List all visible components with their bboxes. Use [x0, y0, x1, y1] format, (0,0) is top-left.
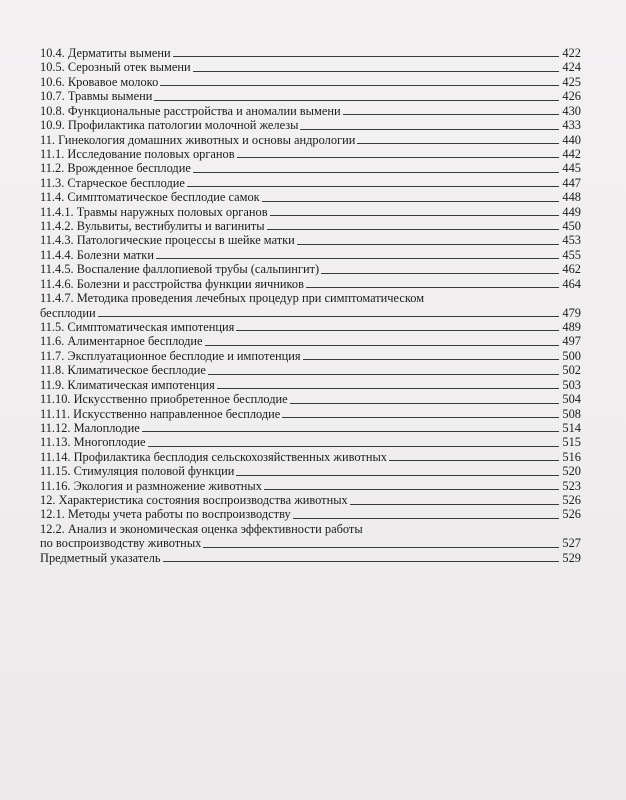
toc-entry-page: 450 — [562, 219, 581, 234]
toc-entry-page: 422 — [562, 45, 581, 60]
toc-entry-title: 10.5. Серозный отек вымени — [40, 60, 191, 75]
toc-leader-line — [262, 201, 560, 202]
toc-leader-line — [321, 273, 559, 274]
toc-entry-title: 11.2. Врожденное бесплодие — [40, 161, 191, 176]
toc-entry — [40, 161, 581, 175]
toc-entry-title: 10.6. Кровавое молоко — [40, 74, 159, 89]
toc-leader-line — [160, 85, 559, 86]
toc-entry-title: 10.7. Травмы вымени — [40, 89, 153, 104]
toc-entry — [40, 551, 581, 565]
toc-entry — [40, 104, 581, 118]
toc-entry-page: 497 — [562, 334, 581, 349]
toc-entry-title: 11.12. Малоплодие — [40, 420, 140, 435]
toc-entry — [40, 277, 581, 291]
toc-entry-title: 11.4.7. Методика проведения лечебных процедур при симптоматическом — [40, 291, 425, 306]
toc-entry-page: 516 — [562, 449, 581, 464]
toc-entry — [40, 89, 581, 103]
toc-entry-title: Предметный указатель — [40, 550, 161, 565]
toc-entry-title: 10.8. Функциональные расстройства и аномалии вымени — [40, 103, 341, 118]
toc-entry-title: 11.7. Эксплуатационное бесплодие и импотенция — [40, 348, 301, 363]
toc-entry-title: 11.4.4. Болезни матки — [40, 247, 154, 262]
toc-entry-title: 11.4.6. Болезни и расстройства функции яичников — [40, 276, 304, 291]
toc-leader-line — [270, 215, 560, 216]
toc-entry-title: 11.15. Стимуляция половой функции — [40, 464, 235, 479]
toc-entry-page: 433 — [562, 118, 581, 133]
toc-entry-page: 527 — [562, 536, 581, 551]
toc-leader-line — [267, 229, 560, 230]
toc-entry — [40, 407, 581, 421]
toc-entry — [40, 320, 581, 334]
toc-leader-line — [142, 431, 560, 432]
toc-leader-line — [357, 143, 559, 144]
toc-leader-line — [208, 374, 560, 375]
toc-leader-line — [173, 56, 560, 57]
toc-entry — [40, 378, 581, 392]
toc-leader-line — [203, 547, 559, 548]
toc-entry-page: 529 — [562, 550, 581, 565]
toc-leader-line — [343, 114, 560, 115]
toc-leader-line — [237, 157, 560, 158]
toc-leader-line — [300, 129, 559, 130]
toc-entry-title: 11.13. Многоплодие — [40, 435, 146, 450]
toc-leader-line — [148, 446, 560, 447]
toc-entry-title: 11.1. Исследование половых органов — [40, 146, 235, 161]
toc-leader-line — [98, 316, 560, 317]
toc-entry-page: 453 — [562, 233, 581, 248]
toc-leader-line — [154, 100, 559, 101]
toc-entry-title: 10.9. Профилактика патологии молочной железы — [40, 118, 299, 133]
toc-entry — [40, 334, 581, 348]
toc-entry-page: 520 — [562, 464, 581, 479]
toc-entry-page: 514 — [562, 420, 581, 435]
toc-entry — [40, 233, 581, 247]
toc-entry-page: 504 — [562, 392, 581, 407]
toc-entry-title: 11.4.1. Травмы наружных половых органов — [40, 204, 268, 219]
toc-entry-page: 515 — [562, 435, 581, 450]
toc-entry-title: 11.9. Климатическая импотенция — [40, 377, 215, 392]
toc-leader-line — [306, 287, 559, 288]
toc-entry — [40, 536, 581, 550]
toc-entry-title: 11.16. Экология и размножение животных — [40, 478, 262, 493]
toc-entry — [40, 464, 581, 478]
toc-entry — [40, 118, 581, 132]
toc-entry — [40, 450, 581, 464]
toc-entry-page: 449 — [562, 204, 581, 219]
toc-entry-title: 11.4.2. Вульвиты, вестибулиты и вагиниты — [40, 219, 265, 234]
toc-entry — [40, 435, 581, 449]
toc-entry — [40, 392, 581, 406]
toc-entry-title: 12. Характеристика состояния воспроизводства животных — [40, 493, 348, 508]
toc-leader-line — [236, 475, 559, 476]
toc-entry — [40, 75, 581, 89]
toc-leader-line — [163, 561, 560, 562]
toc-entry-title: 12.2. Анализ и экономическая оценка эффективности работы — [40, 521, 363, 536]
toc-entry-title: 11.4. Симптоматическое бесплодие самок — [40, 190, 260, 205]
toc-entry-title: 11.8. Климатическое бесплодие — [40, 363, 206, 378]
toc-entry — [40, 46, 581, 60]
toc-entry — [40, 479, 581, 493]
toc-entry-title: 11.4.5. Воспаление фаллопиевой трубы (сальпингит) — [40, 262, 320, 277]
toc-leader-line — [350, 504, 560, 505]
toc-leader-line — [236, 330, 559, 331]
toc-entry-page: 508 — [562, 406, 581, 421]
toc-entry-title: 11.10. Искусственно приобретенное бесплодие — [40, 392, 288, 407]
toc-leader-line — [389, 460, 559, 461]
toc-entry-page: 448 — [562, 190, 581, 205]
toc-leader-line — [217, 388, 560, 389]
toc-entry-title: 10.4. Дерматиты вымени — [40, 45, 171, 60]
toc-entry-title: 12.1. Методы учета работы по воспроизводству — [40, 507, 291, 522]
toc-entry-title: 11.14. Профилактика бесплодия сельскохозяйственных животных — [40, 449, 387, 464]
toc-entry-page: 440 — [562, 132, 581, 147]
toc-leader-line — [303, 359, 560, 360]
toc-entry — [40, 508, 581, 522]
toc-entry-title: 11. Гинекология домашних животных и основы андрологии — [40, 132, 356, 147]
toc-leader-line — [282, 417, 559, 418]
toc-entry — [40, 421, 581, 435]
toc-entry — [40, 291, 581, 305]
toc-entry — [40, 493, 581, 507]
toc-entry — [40, 60, 581, 74]
toc-entry-page: 464 — [562, 276, 581, 291]
toc-leader-line — [264, 489, 559, 490]
toc-entry-page: 430 — [562, 103, 581, 118]
toc-entry — [40, 133, 581, 147]
toc-entry-page: 447 — [562, 175, 581, 190]
toc-entry — [40, 205, 581, 219]
toc-entry-page: 462 — [562, 262, 581, 277]
toc-entry-page: 455 — [562, 247, 581, 262]
toc-entry — [40, 262, 581, 276]
toc-entry — [40, 147, 581, 161]
toc-leader-line — [290, 403, 560, 404]
toc-entry-title: 11.3. Старческое бесплодие — [40, 175, 185, 190]
toc-entry-page: 503 — [562, 377, 581, 392]
toc-entry-page: 425 — [562, 74, 581, 89]
toc-leader-line — [205, 345, 560, 346]
toc-entry-page: 526 — [562, 493, 581, 508]
toc-entry-page: 523 — [562, 478, 581, 493]
toc-entry-page: 489 — [562, 320, 581, 334]
toc-entry — [40, 363, 581, 377]
toc-entry — [40, 176, 581, 190]
table-of-contents — [40, 46, 581, 565]
toc-entry-page: 442 — [562, 146, 581, 161]
toc-entry — [40, 219, 581, 233]
toc-entry-title: 11.6. Алиментарное бесплодие — [40, 334, 203, 349]
toc-entry — [40, 522, 581, 536]
toc-entry — [40, 248, 581, 262]
toc-entry — [40, 349, 581, 363]
toc-leader-line — [293, 518, 560, 519]
toc-leader-line — [193, 172, 560, 173]
toc-entry-page: 526 — [562, 507, 581, 522]
toc-leader-line — [297, 244, 560, 245]
toc-entry-page: 445 — [562, 161, 581, 176]
toc-leader-line — [187, 186, 560, 187]
toc-entry — [40, 306, 581, 320]
toc-entry-page: 502 — [562, 363, 581, 378]
toc-leader-line — [193, 71, 560, 72]
toc-entry-page: 426 — [562, 89, 581, 104]
toc-entry-title: бесплодии — [40, 305, 96, 320]
toc-entry-title: по воспроизводству животных — [40, 536, 202, 551]
toc-entry-title: 11.4.3. Патологические процессы в шейке матки — [40, 233, 295, 248]
toc-entry — [40, 190, 581, 204]
toc-entry-page: 424 — [562, 60, 581, 75]
toc-entry-page: 500 — [562, 348, 581, 363]
toc-entry-page: 479 — [562, 305, 581, 320]
toc-entry-title: 11.11. Искусственно направленное бесплодие — [40, 406, 281, 421]
toc-leader-line — [156, 258, 559, 259]
toc-entry-title: 11.5. Симптоматическая импотенция — [40, 320, 235, 334]
